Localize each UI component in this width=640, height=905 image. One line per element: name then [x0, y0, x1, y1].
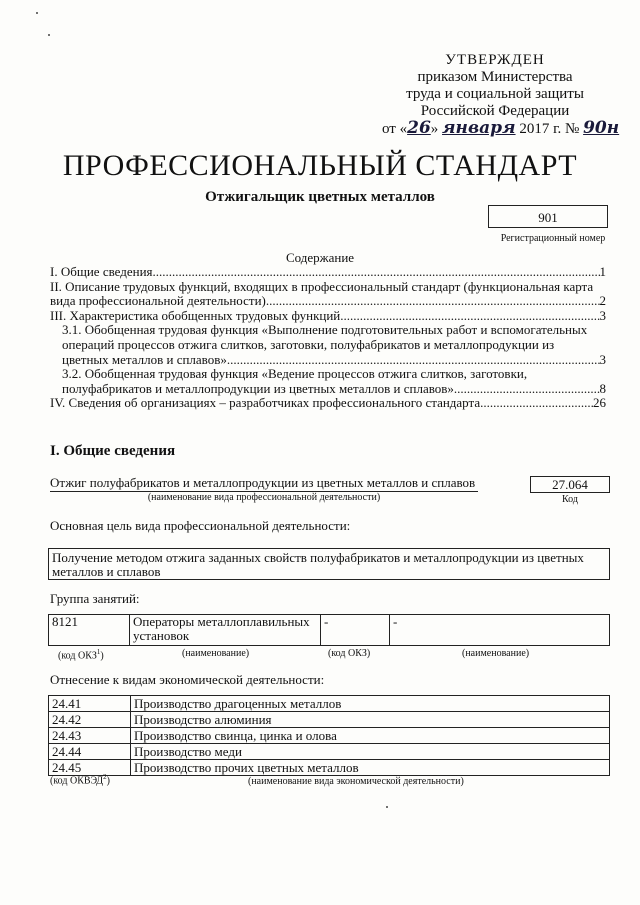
goal-label: Основная цель вида профессиональной деятельности: — [50, 518, 351, 533]
okved-code-cell: 24.41 — [49, 696, 131, 712]
registration-number-box: 901 — [488, 205, 608, 228]
okved-name-cell: Производство драгоценных металлов — [131, 696, 610, 712]
table-row — [49, 615, 610, 646]
scan-speck — [48, 34, 50, 36]
activity-code-caption: Код — [562, 494, 578, 505]
economic-activities-table — [48, 695, 610, 776]
approval-title: УТВЕРЖДЕН — [445, 52, 545, 68]
toc-leader — [153, 265, 600, 280]
occupations-table — [48, 614, 610, 646]
toc-page: 3 — [599, 308, 606, 323]
okz-name-cell: Операторы металлоплавильных установок — [130, 615, 321, 646]
toc-entry[interactable] — [50, 309, 606, 324]
okved-code-cell: 24.45 — [49, 760, 131, 776]
activity-code-box: 27.064 — [530, 476, 610, 493]
approval-line: приказом Министерства — [417, 69, 573, 85]
toc-leader — [454, 382, 600, 397]
scan-speck — [36, 12, 38, 14]
goal-box: Получение методом отжига заданных свойств полуфабрикатов и металлопродукции из цветных металлов и сплавов — [48, 548, 610, 580]
table-row — [49, 728, 610, 744]
okved-code-cell: 24.43 — [49, 728, 131, 744]
toc-leader — [227, 353, 600, 368]
scan-speck — [386, 806, 388, 808]
date-prefix: от « — [382, 121, 408, 137]
table-row — [49, 712, 610, 728]
toc-entry[interactable] — [50, 280, 606, 309]
date-mid: » — [430, 121, 439, 137]
table-row — [49, 760, 610, 776]
occ-caption: (код ОКЗ) — [328, 648, 371, 659]
toc-entry-text: операций процессов отжига слитков, заготовки, полуфабрикатов и металлопродукции из — [62, 336, 555, 352]
toc-entry-text: II. Описание трудовых функций, входящих в профессиональный стандарт (функциональная карта — [50, 278, 594, 294]
okz-code-cell: 8121 — [49, 615, 130, 646]
caption-text: ) — [106, 775, 110, 787]
toc-entry-text: I. Общие сведения — [50, 265, 153, 279]
okved-code-cell: 24.42 — [49, 712, 131, 728]
occ-caption — [58, 648, 104, 661]
approval-line: труда и социальной защиты — [406, 86, 584, 102]
toc-entry-text: IV. Сведения об организациях – разработчиках профессионального стандарта — [50, 396, 481, 411]
table-row — [49, 744, 610, 760]
toc-entry[interactable] — [50, 265, 606, 280]
toc-page: 1 — [599, 265, 606, 279]
econ-caption — [50, 773, 110, 786]
section-heading: I. Общие сведения — [50, 443, 176, 459]
table-row — [49, 696, 610, 712]
toc-entry-text: цветных металлов и сплавов» — [62, 352, 227, 367]
footnote-mark: 2 — [103, 773, 107, 781]
econ-label: Отнесение к видам экономической деятельности: — [50, 672, 325, 687]
handwritten-number: 90н — [583, 118, 620, 138]
toc-page: 2 — [599, 294, 606, 309]
okz-code-cell: - — [321, 615, 390, 646]
toc-page: 26 — [593, 396, 606, 411]
toc-entry-text: 3.1. Обобщенная трудовая функция «Выполнение подготовительных работ и вспомогательных — [62, 322, 588, 338]
econ-caption: (наименование вида экономической деятельности) — [248, 776, 464, 787]
document-subtitle: Отжигальщик цветных металлов — [205, 189, 435, 205]
activity-caption: (наименование вида профессиональной деятельности) — [147, 492, 381, 503]
approval-block — [380, 52, 620, 138]
date-year: 2017 г. № — [519, 121, 580, 137]
okved-name-cell: Производство алюминия — [131, 712, 610, 728]
document-title: ПРОФЕССИОНАЛЬНЫЙ СТАНДАРТ — [62, 149, 578, 182]
approval-line: Российской Федерации — [420, 103, 570, 119]
toc-entry[interactable] — [50, 396, 606, 411]
toc-entry-text: полуфабрикатов и металлопродукции из цветных металлов и сплавов» — [62, 381, 454, 396]
occ-caption: (наименование) — [182, 648, 250, 659]
toc-heading: Содержание — [285, 250, 355, 265]
group-label: Группа занятий: — [50, 591, 140, 606]
toc-entry-text: 3.2. Обобщенная трудовая функция «Ведение процессов отжига слитков, заготовки, — [62, 366, 528, 382]
caption-text: (код ОКВЭД — [50, 775, 104, 787]
table-of-contents — [50, 265, 606, 411]
okved-name-cell: Производство меди — [131, 744, 610, 760]
okved-code-cell: 24.44 — [49, 744, 131, 760]
okved-name-cell: Производство свинца, цинка и олова — [131, 728, 610, 744]
caption-text: (код ОКЗ — [58, 650, 97, 662]
toc-leader — [480, 396, 593, 411]
toc-page: 8 — [599, 381, 606, 396]
okved-name-cell: Производство прочих цветных металлов — [131, 760, 610, 776]
toc-entry[interactable] — [50, 367, 606, 396]
handwritten-month: января — [442, 118, 516, 138]
activity-name: Отжиг полуфабрикатов и металлопродукции из цветных металлов и сплавов — [50, 475, 478, 492]
toc-entry[interactable] — [50, 323, 606, 367]
caption-text: ) — [100, 650, 104, 662]
toc-leader — [340, 309, 599, 324]
toc-entry-text: вида профессиональной деятельности) — [50, 294, 266, 309]
footnote-mark: 1 — [96, 648, 101, 656]
toc-page: 3 — [599, 352, 606, 367]
okz-name-cell: - — [390, 615, 610, 646]
approval-date-line — [380, 118, 620, 138]
toc-leader — [266, 294, 600, 309]
occ-caption: (наименование) — [462, 648, 530, 659]
registration-caption: Регистрационный номер — [500, 233, 606, 244]
toc-entry-text: III. Характеристика обобщенных трудовых функций — [50, 308, 341, 323]
handwritten-day: 26 — [407, 118, 431, 138]
